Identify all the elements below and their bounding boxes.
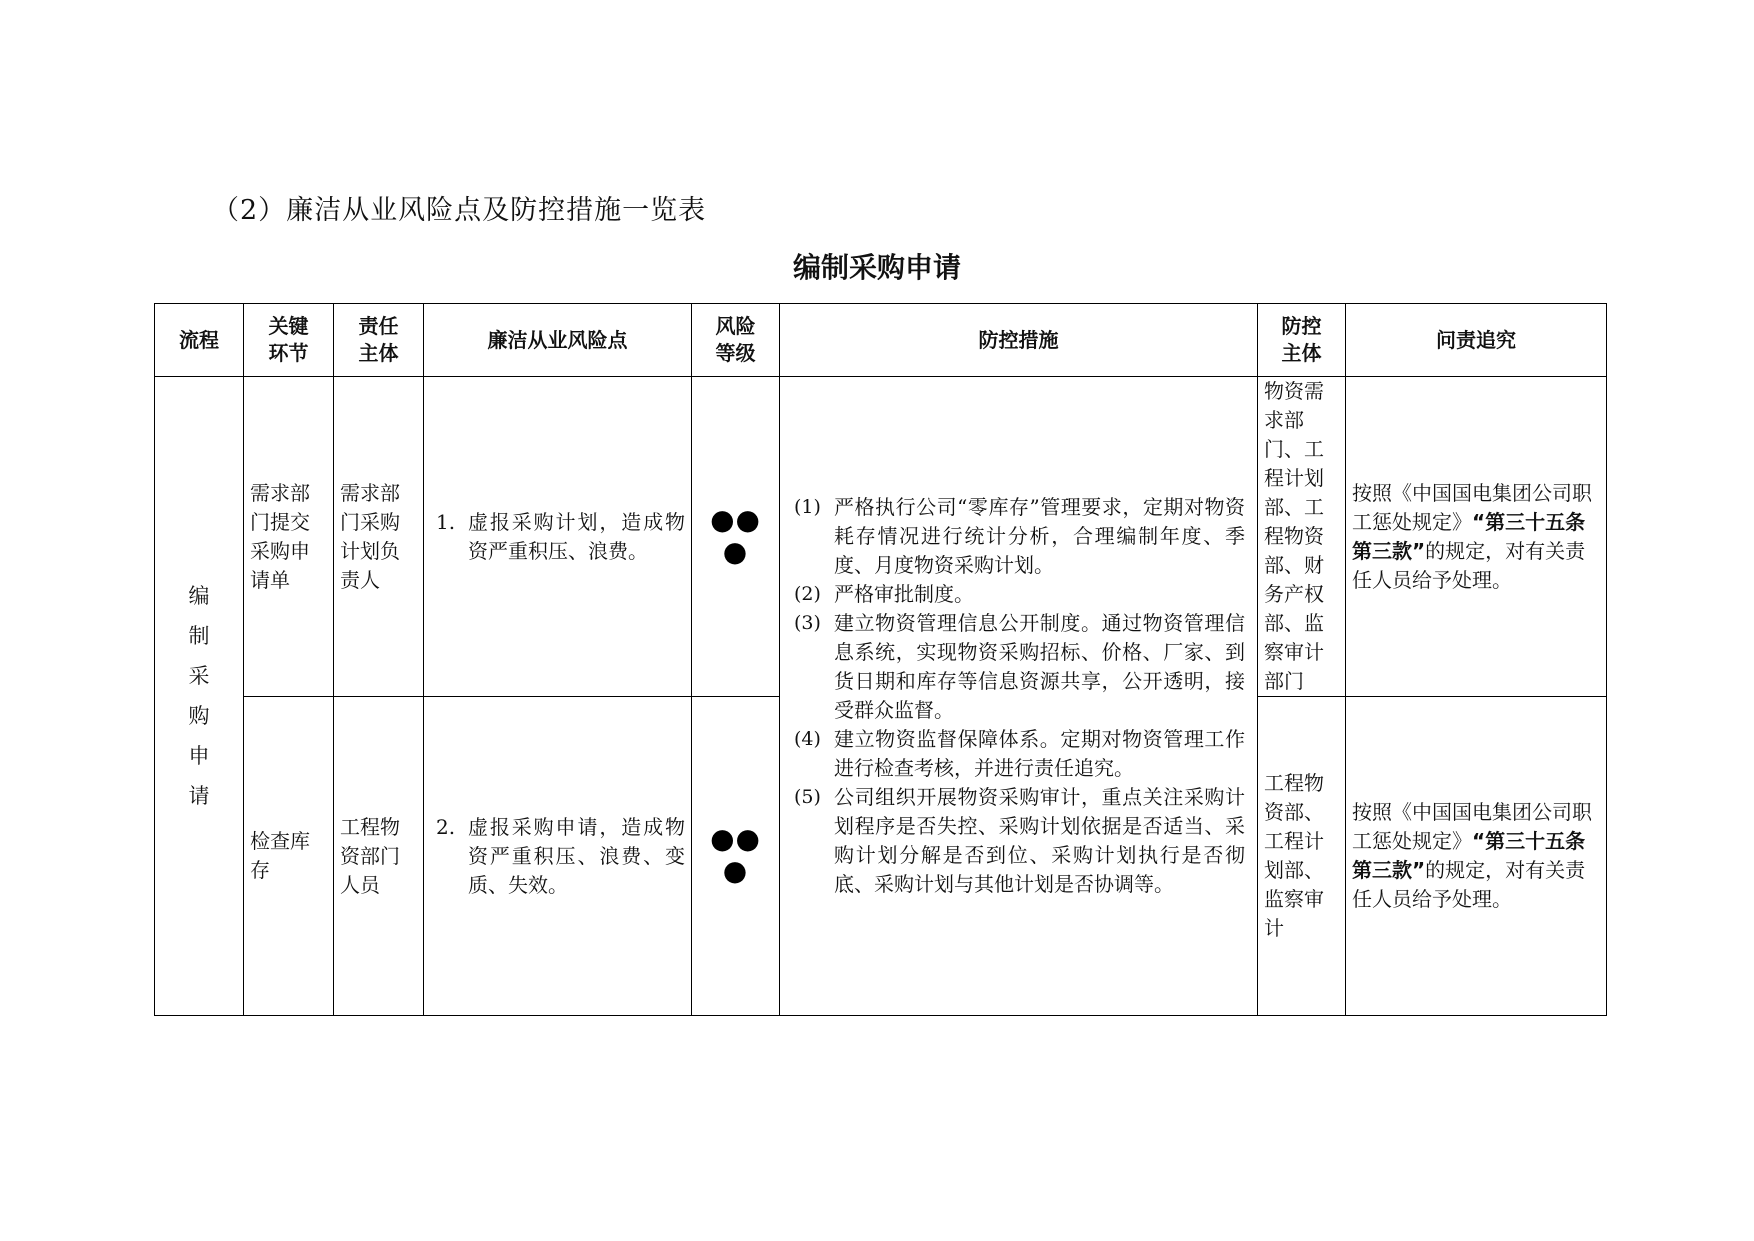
measure-item: (5) 公司组织开展物资采购审计，重点关注采购计划程序是否失控、采购计划依据是否适当、采购计划分解是否到位、采购计划执行是否彻底、采购计划与其他计划是否协调等。 <box>794 785 1245 896</box>
header-owner: 责任 主体 <box>334 304 424 377</box>
page-title: 编制采购申请 <box>792 251 961 284</box>
measure-item: (3) 建立物资管理信息公开制度。通过物资管理信息系统，实现物资采购招标、价格、厂家、到货日期和库存等信息资源共享，公开透明，接受群众监督。 <box>794 611 1245 722</box>
risk-text: 虚报采购申请，造成物资严重积压、浪费、变质、失效。 <box>468 814 685 897</box>
risk-control-table <box>154 303 1607 1016</box>
risk-point-cell <box>424 377 692 697</box>
header-accountability: 问责追究 <box>1346 304 1607 377</box>
risk-level-cell <box>692 377 780 697</box>
risk-level-dots: ●●● <box>710 822 761 887</box>
risk-level-cell <box>692 697 780 1016</box>
risk-number: 1. <box>436 509 456 534</box>
section-heading: （2）廉洁从业风险点及防控措施一览表 <box>212 195 707 226</box>
risk-level-dots: ●●● <box>710 502 761 568</box>
key-step-cell: 需求部门提交采购申请单 <box>244 377 334 697</box>
process-cell <box>155 377 244 1016</box>
header-risk-level: 风险 等级 <box>692 304 780 377</box>
accountability-cell: 按照《中国国电集团公司职工惩处规定》“第三十五条第三款”的规定，对有关责任人员给予处理。 <box>1346 697 1607 1016</box>
measures-list <box>786 493 1251 899</box>
header-measures: 防控措施 <box>780 304 1258 377</box>
table-header-row <box>155 304 1607 377</box>
risk-number: 2. <box>436 814 456 839</box>
measure-item: (1) 严格执行公司“零库存”管理要求，定期对物资耗存情况进行统计分析，合理编制年度、季度、月度物资采购计划。 <box>794 495 1245 577</box>
risk-text: 虚报采购计划，造成物资严重积压、浪费。 <box>468 509 685 563</box>
header-control-body: 防控 主体 <box>1258 304 1346 377</box>
risk-point-cell <box>424 697 692 1016</box>
key-step-cell: 检查库存 <box>244 697 334 1016</box>
control-body-cell: 物资需求部门、工程计划部、工程物资部、财务产权部、监察审计部门 <box>1258 377 1346 697</box>
owner-cell: 工程物资部门人员 <box>334 697 424 1016</box>
measure-item: (4) 建立物资监督保障体系。定期对物资管理工作进行检查考核，并进行责任追究。 <box>794 727 1245 780</box>
owner-cell: 需求部门采购计划负责人 <box>334 377 424 697</box>
accountability-cell: 按照《中国国电集团公司职工惩处规定》“第三十五条第三款”的规定，对有关责任人员给予处理。 <box>1346 377 1607 697</box>
control-body-cell: 工程物资部、工程计划部、监察审计 <box>1258 697 1346 1016</box>
header-risk-point: 廉洁从业风险点 <box>424 304 692 377</box>
header-process: 流程 <box>155 304 244 377</box>
measure-item: (2) 严格审批制度。 <box>794 582 974 606</box>
header-key-step: 关键 环节 <box>244 304 334 377</box>
table-row <box>155 377 1607 697</box>
measures-cell <box>780 377 1258 1016</box>
process-label: 编制采购申请 <box>188 584 210 808</box>
